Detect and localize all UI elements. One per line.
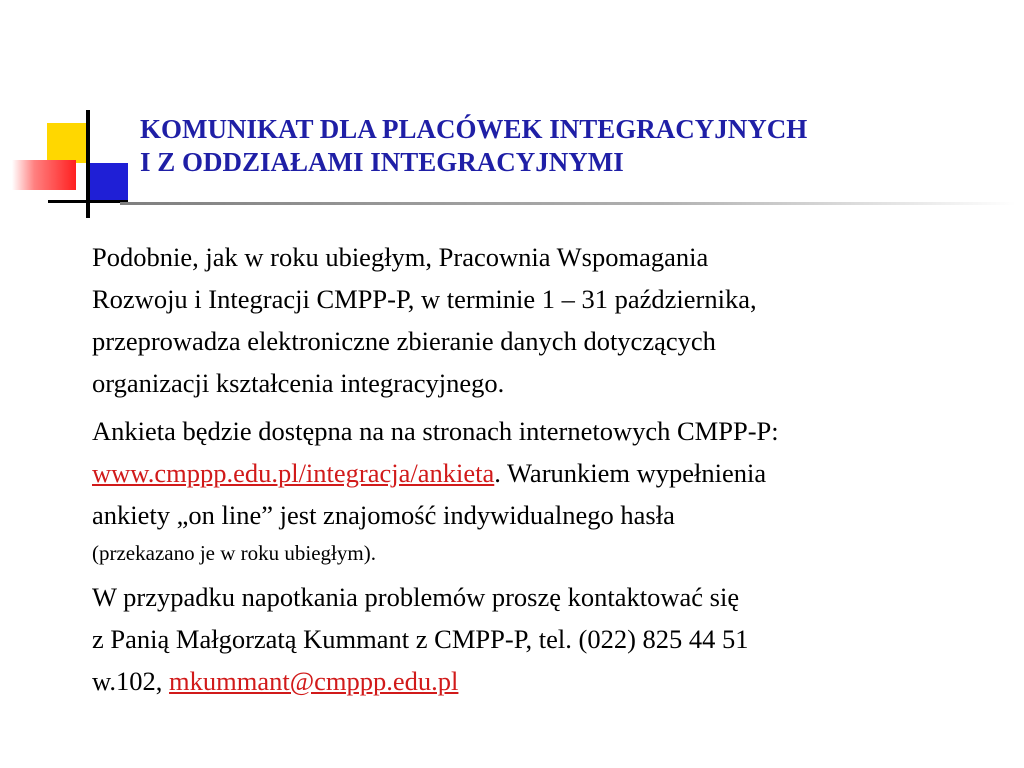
paragraph-3-prefix: w.102, xyxy=(92,666,170,696)
survey-link[interactable]: www.cmppp.edu.pl/integracja/ankieta xyxy=(92,458,495,488)
title-divider xyxy=(120,202,1016,205)
paragraph-1 xyxy=(92,236,1012,404)
email-link[interactable]: mkummant@cmppp.edu.pl xyxy=(169,666,459,696)
logo-blue-square xyxy=(88,163,128,203)
paragraph-2-note: (przekazano je w roku ubiegłym). xyxy=(92,541,376,565)
title-line-2: I Z ODDZIAŁAMI INTEGRACYJNYMI xyxy=(140,147,624,177)
paragraph-3 xyxy=(92,576,1012,702)
logo-yellow-square xyxy=(47,123,87,163)
paragraph-1-line-1: Podobnie, jak w roku ubiegłym, Pracownia Wspomagania xyxy=(92,242,709,272)
paragraph-2-after-link: . Warunkiem wypełnienia xyxy=(494,458,767,488)
paragraph-1-line-3: przeprowadza elektroniczne zbieranie danych dotyczących xyxy=(92,326,716,356)
paragraph-3-line-3 xyxy=(92,660,1012,702)
paragraph-2-line-1: Ankieta będzie dostępna na na stronach internetowych CMPP-P: xyxy=(92,416,779,446)
paragraph-1-line-2: Rozwoju i Integracji CMPP-P, w terminie 1 – 31 października, xyxy=(92,284,757,314)
slide-body xyxy=(92,236,1012,708)
logo-horizontal-line xyxy=(48,200,128,203)
paragraph-3-line-2: z Panią Małgorzatą Kummant z CMPP-P, tel. (022) 825 44 51 xyxy=(92,624,749,654)
paragraph-1-line-4: organizacji kształcenia integracyjnego. xyxy=(92,368,505,398)
paragraph-2-line-2 xyxy=(92,452,1012,494)
paragraph-3-line-1: W przypadku napotkania problemów proszę kontaktować się xyxy=(92,582,740,612)
paragraph-2-line-3: ankiety „on line” jest znajomość indywidualnego hasła xyxy=(92,500,675,530)
slide-title xyxy=(140,113,1010,179)
title-line-1: KOMUNIKAT DLA PLACÓWEK INTEGRACYJNYCH xyxy=(140,114,808,144)
logo-red-square xyxy=(12,160,76,190)
paragraph-2 xyxy=(92,410,1012,570)
